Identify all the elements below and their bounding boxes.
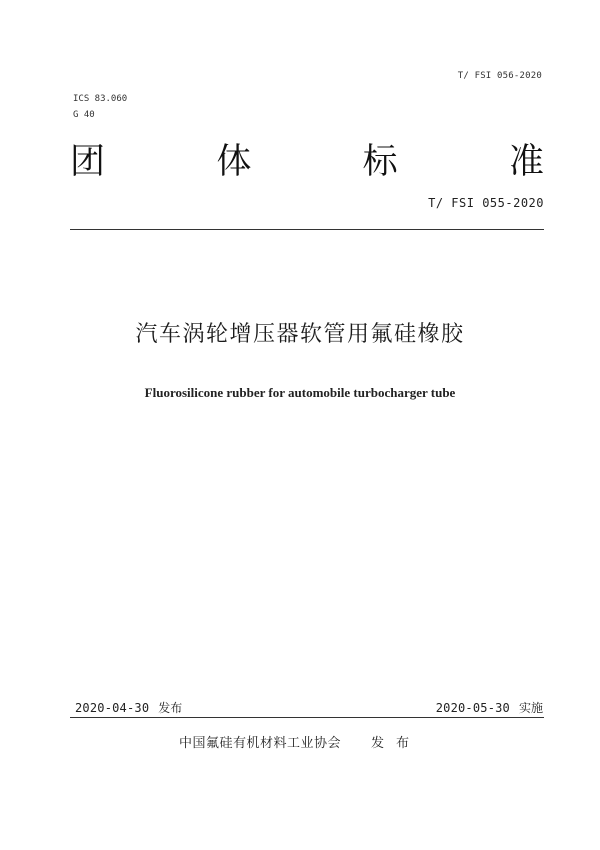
document-type-char: 团 <box>70 142 106 182</box>
document-type-char: 体 <box>216 142 252 182</box>
document-type-char: 准 <box>508 142 544 182</box>
bottom-divider <box>70 717 544 718</box>
ccs-code: G 40 <box>73 110 95 120</box>
document-type-char: 标 <box>362 142 398 182</box>
issue-label: 发布 <box>158 701 183 715</box>
title-english: Fluorosilicone rubber for automobile turbocharger tube <box>144 385 456 400</box>
document-type-heading <box>70 140 544 184</box>
top-divider <box>70 229 544 230</box>
ics-code: ICS 83.060 <box>73 94 128 104</box>
standard-code-top: T/ FSI 056-2020 <box>457 71 542 81</box>
implementation-label: 实施 <box>518 701 543 715</box>
publisher-name: 中国氟硅有机材料工业协会 <box>178 736 341 751</box>
title-chinese: 汽车涡轮增压器软管用氟硅橡胶 <box>135 322 465 347</box>
standard-number: T/ FSI 055-2020 <box>428 196 544 210</box>
publisher-line <box>0 732 600 751</box>
publish-label: 发布 <box>371 736 422 751</box>
implementation-date: 2020-05-30 <box>435 701 510 715</box>
issue-date: 2020-04-30 <box>75 701 150 715</box>
implementation-date-line <box>436 699 543 716</box>
issue-date-line <box>75 699 182 716</box>
